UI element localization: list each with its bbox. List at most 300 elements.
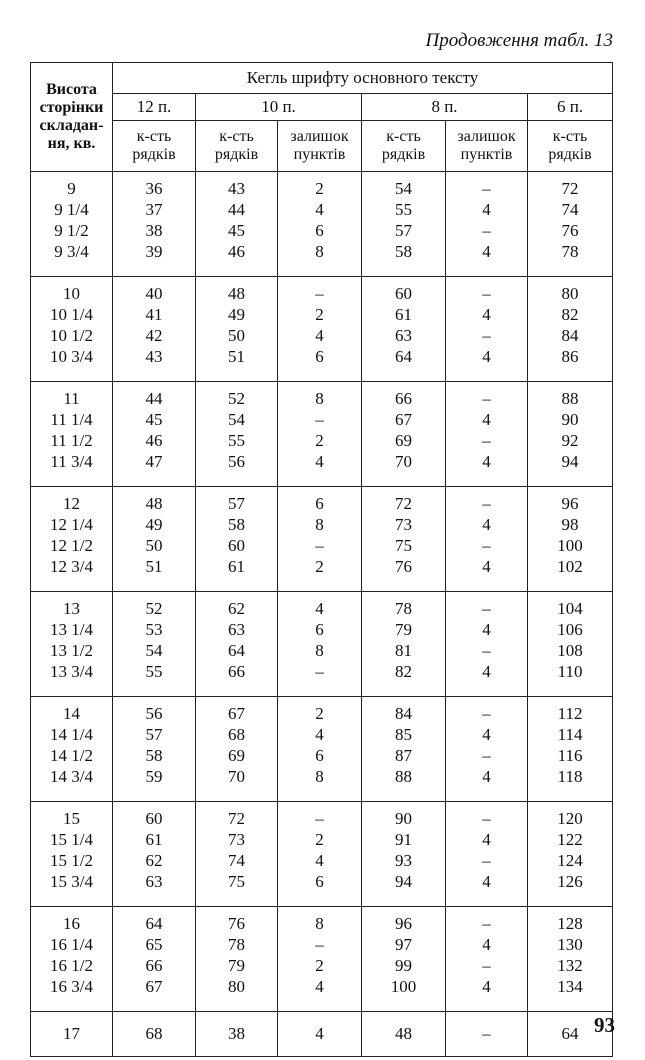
cell-value: 42: [145, 326, 163, 345]
cell-value: 78: [395, 599, 412, 618]
page-height-cell: [31, 487, 113, 592]
page-number: 93: [594, 1013, 615, 1037]
cell-value: 48: [228, 284, 245, 303]
lines-8pt-cell: 48: [362, 1012, 446, 1057]
cell-value: 16 1/4: [50, 935, 93, 954]
cell-value: 74: [228, 851, 245, 870]
lines-12pt-cell: [113, 907, 196, 1012]
cell-value: 4: [482, 557, 491, 576]
cell-value: 38: [145, 221, 163, 240]
cell-value: 11: [63, 389, 80, 408]
cell-value: 90: [395, 809, 412, 828]
lines-12pt-cell: 68: [113, 1012, 196, 1057]
header-size-8: 8 п.: [362, 94, 528, 121]
cell-value: –: [315, 809, 324, 828]
lines-8pt-cell: [362, 592, 446, 697]
cell-value: 10: [63, 284, 80, 303]
cell-value: 57: [145, 725, 163, 744]
cell-value: 37: [145, 200, 163, 219]
cell-value: 8: [315, 641, 324, 660]
cell-value: 15 3/4: [50, 872, 93, 891]
cell-value: 96: [561, 494, 579, 513]
cell-value: 74: [561, 200, 579, 219]
cell-value: 10 3/4: [50, 347, 93, 366]
page-height-cell: [31, 907, 113, 1012]
lines-8pt-cell: [362, 277, 446, 382]
cell-value: 15: [63, 809, 80, 828]
remainder-8pt-cell: [446, 592, 528, 697]
cell-value: 58: [395, 242, 412, 261]
remainder-10pt-cell: [278, 277, 362, 382]
cell-value: 60: [395, 284, 412, 303]
table-row-group: [31, 277, 613, 382]
cell-value: 4: [482, 200, 491, 219]
lines-6pt-cell: [528, 802, 613, 907]
cell-value: 4: [482, 305, 491, 324]
header-line-count: к-сть рядків: [113, 121, 196, 172]
cell-value: –: [482, 746, 491, 765]
cell-value: 78: [561, 242, 579, 261]
cell-value: 4: [482, 872, 491, 891]
cell-value: 11 1/4: [50, 410, 93, 429]
lines-6pt-cell: [528, 382, 613, 487]
cell-value: 4: [482, 242, 491, 261]
cell-value: 8: [315, 767, 324, 786]
cell-value: 14 3/4: [50, 767, 93, 786]
cell-value: 99: [395, 956, 412, 975]
remainder-8pt-cell: [446, 277, 528, 382]
header-line-count: к-сть рядків: [528, 121, 613, 172]
cell-value: 102: [557, 557, 583, 576]
cell-value: 12: [63, 494, 80, 513]
lines-6pt-cell: [528, 592, 613, 697]
cell-value: 6: [315, 494, 324, 513]
lines-12pt-cell: [113, 487, 196, 592]
cell-value: 73: [395, 515, 412, 534]
cell-value: 6: [315, 620, 324, 639]
cell-value: 60: [145, 809, 163, 828]
header-remaining-points: залишок пунктів: [446, 121, 528, 172]
cell-value: 44: [145, 389, 163, 408]
cell-value: 44: [228, 200, 245, 219]
cell-value: 2: [315, 830, 324, 849]
cell-value: 67: [395, 410, 412, 429]
cell-value: 50: [228, 326, 245, 345]
cell-value: 50: [145, 536, 163, 555]
cell-value: 97: [395, 935, 412, 954]
cell-value: 2: [315, 956, 324, 975]
cell-value: 54: [395, 179, 412, 198]
cell-value: –: [482, 599, 491, 618]
table-row-group: [31, 592, 613, 697]
cell-value: 80: [561, 284, 579, 303]
remainder-10pt-cell: 4: [278, 1012, 362, 1057]
line-count-table: [30, 62, 613, 1057]
cell-value: –: [482, 389, 491, 408]
cell-value: 10 1/2: [50, 326, 93, 345]
remainder-8pt-cell: [446, 382, 528, 487]
cell-value: 4: [315, 599, 324, 618]
cell-value: 55: [145, 662, 163, 681]
header-page-height: Висота сторінки складан- ня, кв.: [31, 63, 113, 172]
cell-value: 70: [395, 452, 412, 471]
table-row-group: [31, 907, 613, 1012]
cell-value: 46: [145, 431, 163, 450]
cell-value: 4: [315, 977, 324, 996]
remainder-10pt-cell: [278, 382, 362, 487]
cell-value: 8: [315, 389, 324, 408]
cell-value: 68: [228, 725, 245, 744]
lines-12pt-cell: [113, 802, 196, 907]
cell-value: 72: [228, 809, 245, 828]
cell-value: 62: [145, 851, 163, 870]
cell-value: 100: [557, 536, 583, 555]
cell-value: 4: [315, 326, 324, 345]
table-row-last: [31, 1012, 613, 1057]
table-row-group: [31, 802, 613, 907]
cell-value: 15 1/2: [50, 851, 93, 870]
table-caption: Продовження табл. 13: [425, 30, 613, 51]
cell-value: 11 1/2: [50, 431, 93, 450]
lines-12pt-cell: [113, 277, 196, 382]
cell-value: 85: [395, 725, 412, 744]
cell-value: 79: [395, 620, 412, 639]
lines-10pt-cell: 38: [196, 1012, 278, 1057]
cell-value: 88: [561, 389, 579, 408]
cell-value: 72: [561, 179, 579, 198]
lines-10pt-cell: [196, 592, 278, 697]
cell-value: 58: [145, 746, 163, 765]
cell-value: 65: [145, 935, 163, 954]
remainder-8pt-cell: [446, 487, 528, 592]
cell-value: –: [482, 914, 491, 933]
cell-value: 14: [63, 704, 80, 723]
cell-value: 84: [561, 326, 579, 345]
cell-value: 4: [315, 200, 324, 219]
cell-value: 108: [557, 641, 583, 660]
cell-value: 104: [557, 599, 583, 618]
lines-6pt-cell: [528, 172, 613, 277]
cell-value: 93: [395, 851, 412, 870]
page-height-cell: [31, 592, 113, 697]
cell-value: –: [482, 179, 491, 198]
cell-value: 6: [315, 221, 324, 240]
cell-value: –: [482, 809, 491, 828]
cell-value: 86: [561, 347, 579, 366]
cell-value: 4: [482, 662, 491, 681]
remainder-10pt-cell: [278, 172, 362, 277]
cell-value: 56: [228, 452, 245, 471]
cell-value: 4: [482, 767, 491, 786]
cell-value: 15 1/4: [50, 830, 93, 849]
cell-value: 51: [228, 347, 245, 366]
cell-value: 69: [228, 746, 245, 765]
remainder-10pt-cell: [278, 907, 362, 1012]
table-row-group: [31, 697, 613, 802]
cell-value: 9 3/4: [54, 242, 89, 261]
cell-value: 132: [557, 956, 583, 975]
lines-10pt-cell: [196, 697, 278, 802]
cell-value: 4: [482, 452, 491, 471]
header-line-count: к-сть рядків: [362, 121, 446, 172]
cell-value: 81: [395, 641, 412, 660]
cell-value: –: [315, 662, 324, 681]
cell-value: 2: [315, 704, 324, 723]
lines-6pt-cell: [528, 277, 613, 382]
cell-value: 4: [482, 725, 491, 744]
lines-10pt-cell: [196, 172, 278, 277]
header-size-12: 12 п.: [113, 94, 196, 121]
cell-value: 70: [228, 767, 245, 786]
cell-value: 57: [395, 221, 412, 240]
lines-8pt-cell: [362, 907, 446, 1012]
remainder-8pt-cell: [446, 802, 528, 907]
cell-value: 14 1/2: [50, 746, 93, 765]
remainder-10pt-cell: [278, 697, 362, 802]
cell-value: 67: [228, 704, 245, 723]
cell-value: 9 1/4: [54, 200, 89, 219]
cell-value: 100: [390, 977, 417, 996]
header-remaining-points: залишок пунктів: [278, 121, 362, 172]
cell-value: 4: [482, 515, 491, 534]
cell-value: 8: [315, 914, 324, 933]
remainder-8pt-cell: [446, 697, 528, 802]
cell-value: 54: [145, 641, 163, 660]
cell-value: 87: [395, 746, 412, 765]
cell-value: 2: [315, 179, 324, 198]
cell-value: 55: [228, 431, 245, 450]
lines-6pt-cell: [528, 487, 613, 592]
cell-value: 120: [557, 809, 583, 828]
lines-8pt-cell: [362, 487, 446, 592]
page-height-cell: [31, 802, 113, 907]
cell-value: 4: [315, 725, 324, 744]
lines-10pt-cell: [196, 487, 278, 592]
header-font-size-group: Кегль шрифту основного тексту: [113, 63, 613, 94]
cell-value: 13 1/2: [50, 641, 93, 660]
cell-value: 16 1/2: [50, 956, 93, 975]
cell-value: 58: [228, 515, 245, 534]
cell-value: 8: [315, 242, 324, 261]
cell-value: 66: [395, 389, 412, 408]
cell-value: 61: [145, 830, 163, 849]
cell-value: –: [482, 641, 491, 660]
lines-6pt-cell: 64: [528, 1012, 613, 1057]
cell-value: 51: [145, 557, 163, 576]
cell-value: 94: [395, 872, 412, 891]
cell-value: –: [482, 851, 491, 870]
cell-value: 11 3/4: [50, 452, 93, 471]
cell-value: 75: [228, 872, 245, 891]
cell-value: 4: [482, 347, 491, 366]
cell-value: 76: [228, 914, 245, 933]
cell-value: 13 3/4: [50, 662, 93, 681]
cell-value: 92: [561, 431, 579, 450]
lines-10pt-cell: [196, 802, 278, 907]
cell-value: –: [482, 956, 491, 975]
cell-value: 62: [228, 599, 245, 618]
cell-value: 52: [145, 599, 163, 618]
lines-8pt-cell: [362, 802, 446, 907]
cell-value: 61: [395, 305, 412, 324]
cell-value: –: [315, 410, 324, 429]
cell-value: 2: [315, 305, 324, 324]
lines-12pt-cell: [113, 382, 196, 487]
cell-value: 43: [228, 179, 245, 198]
cell-value: 4: [482, 410, 491, 429]
cell-value: 56: [145, 704, 163, 723]
cell-value: 13: [63, 599, 80, 618]
cell-value: –: [482, 536, 491, 555]
cell-value: 78: [228, 935, 245, 954]
cell-value: 94: [561, 452, 579, 471]
lines-12pt-cell: [113, 697, 196, 802]
cell-value: 41: [145, 305, 163, 324]
cell-value: 46: [228, 242, 245, 261]
cell-value: –: [482, 704, 491, 723]
cell-value: 49: [228, 305, 245, 324]
cell-value: 76: [561, 221, 579, 240]
cell-value: 82: [561, 305, 579, 324]
cell-value: 66: [145, 956, 163, 975]
cell-value: 2: [315, 557, 324, 576]
cell-value: –: [315, 536, 324, 555]
cell-value: 52: [228, 389, 245, 408]
cell-value: –: [482, 284, 491, 303]
cell-value: 112: [557, 704, 583, 723]
cell-value: 84: [395, 704, 412, 723]
cell-value: 4: [315, 452, 324, 471]
cell-value: 69: [395, 431, 412, 450]
header-size-10: 10 п.: [196, 94, 362, 121]
cell-value: 130: [557, 935, 583, 954]
cell-value: –: [482, 326, 491, 345]
cell-value: 73: [228, 830, 245, 849]
cell-value: –: [482, 221, 491, 240]
cell-value: 45: [228, 221, 245, 240]
cell-value: 91: [395, 830, 412, 849]
cell-value: 116: [557, 746, 583, 765]
cell-value: 2: [315, 431, 324, 450]
cell-value: 55: [395, 200, 412, 219]
cell-value: 4: [482, 620, 491, 639]
lines-12pt-cell: [113, 592, 196, 697]
cell-value: 64: [145, 914, 163, 933]
cell-value: 122: [557, 830, 583, 849]
cell-value: 88: [395, 767, 412, 786]
cell-value: 14 1/4: [50, 725, 93, 744]
cell-value: 124: [557, 851, 583, 870]
remainder-8pt-cell: [446, 172, 528, 277]
cell-value: 6: [315, 872, 324, 891]
cell-value: 66: [228, 662, 245, 681]
cell-value: 64: [228, 641, 245, 660]
cell-value: 63: [228, 620, 245, 639]
cell-value: 80: [228, 977, 245, 996]
cell-value: 53: [145, 620, 163, 639]
cell-value: 61: [228, 557, 245, 576]
cell-value: 48: [145, 494, 163, 513]
cell-value: 76: [395, 557, 412, 576]
page-height-cell: [31, 382, 113, 487]
lines-12pt-cell: [113, 172, 196, 277]
remainder-10pt-cell: [278, 802, 362, 907]
table-row-group: [31, 382, 613, 487]
cell-value: 4: [482, 830, 491, 849]
lines-6pt-cell: [528, 907, 613, 1012]
page-height-cell: [31, 697, 113, 802]
cell-value: 36: [145, 179, 163, 198]
page-height-cell: [31, 277, 113, 382]
cell-value: 118: [557, 767, 583, 786]
cell-value: 43: [145, 347, 163, 366]
lines-8pt-cell: [362, 697, 446, 802]
cell-value: 60: [228, 536, 245, 555]
table-row-group: [31, 172, 613, 277]
cell-value: –: [315, 284, 324, 303]
cell-value: 4: [482, 935, 491, 954]
cell-value: 126: [557, 872, 583, 891]
cell-value: 57: [228, 494, 245, 513]
cell-value: 54: [228, 410, 245, 429]
header-line-count: к-сть рядків: [196, 121, 278, 172]
cell-value: 16 3/4: [50, 977, 93, 996]
cell-value: 45: [145, 410, 163, 429]
cell-value: 134: [557, 977, 583, 996]
page-height-cell: [31, 172, 113, 277]
cell-value: 12 3/4: [50, 557, 93, 576]
lines-6pt-cell: [528, 697, 613, 802]
cell-value: 98: [561, 515, 579, 534]
cell-value: 79: [228, 956, 245, 975]
cell-value: 49: [145, 515, 163, 534]
remainder-8pt-cell: –: [446, 1012, 528, 1057]
table-row-group: [31, 487, 613, 592]
cell-value: 63: [145, 872, 163, 891]
cell-value: 4: [315, 851, 324, 870]
cell-value: 39: [145, 242, 163, 261]
lines-10pt-cell: [196, 382, 278, 487]
cell-value: 4: [482, 977, 491, 996]
cell-value: 59: [145, 767, 163, 786]
cell-value: 9: [67, 179, 76, 198]
remainder-10pt-cell: [278, 487, 362, 592]
header-size-6: 6 п.: [528, 94, 613, 121]
cell-value: –: [482, 494, 491, 513]
cell-value: 90: [561, 410, 579, 429]
cell-value: 82: [395, 662, 412, 681]
lines-8pt-cell: [362, 172, 446, 277]
cell-value: 12 1/2: [50, 536, 93, 555]
cell-value: 96: [395, 914, 412, 933]
lines-10pt-cell: [196, 277, 278, 382]
page-height-cell: 17: [31, 1012, 113, 1057]
cell-value: 6: [315, 746, 324, 765]
cell-value: 72: [395, 494, 412, 513]
cell-value: 106: [557, 620, 583, 639]
cell-value: 75: [395, 536, 412, 555]
cell-value: 8: [315, 515, 324, 534]
cell-value: 110: [557, 662, 583, 681]
cell-value: 6: [315, 347, 324, 366]
cell-value: –: [482, 431, 491, 450]
cell-value: 16: [63, 914, 80, 933]
cell-value: 128: [557, 914, 583, 933]
cell-value: 114: [557, 725, 583, 744]
cell-value: 47: [145, 452, 163, 471]
lines-10pt-cell: [196, 907, 278, 1012]
cell-value: 63: [395, 326, 412, 345]
